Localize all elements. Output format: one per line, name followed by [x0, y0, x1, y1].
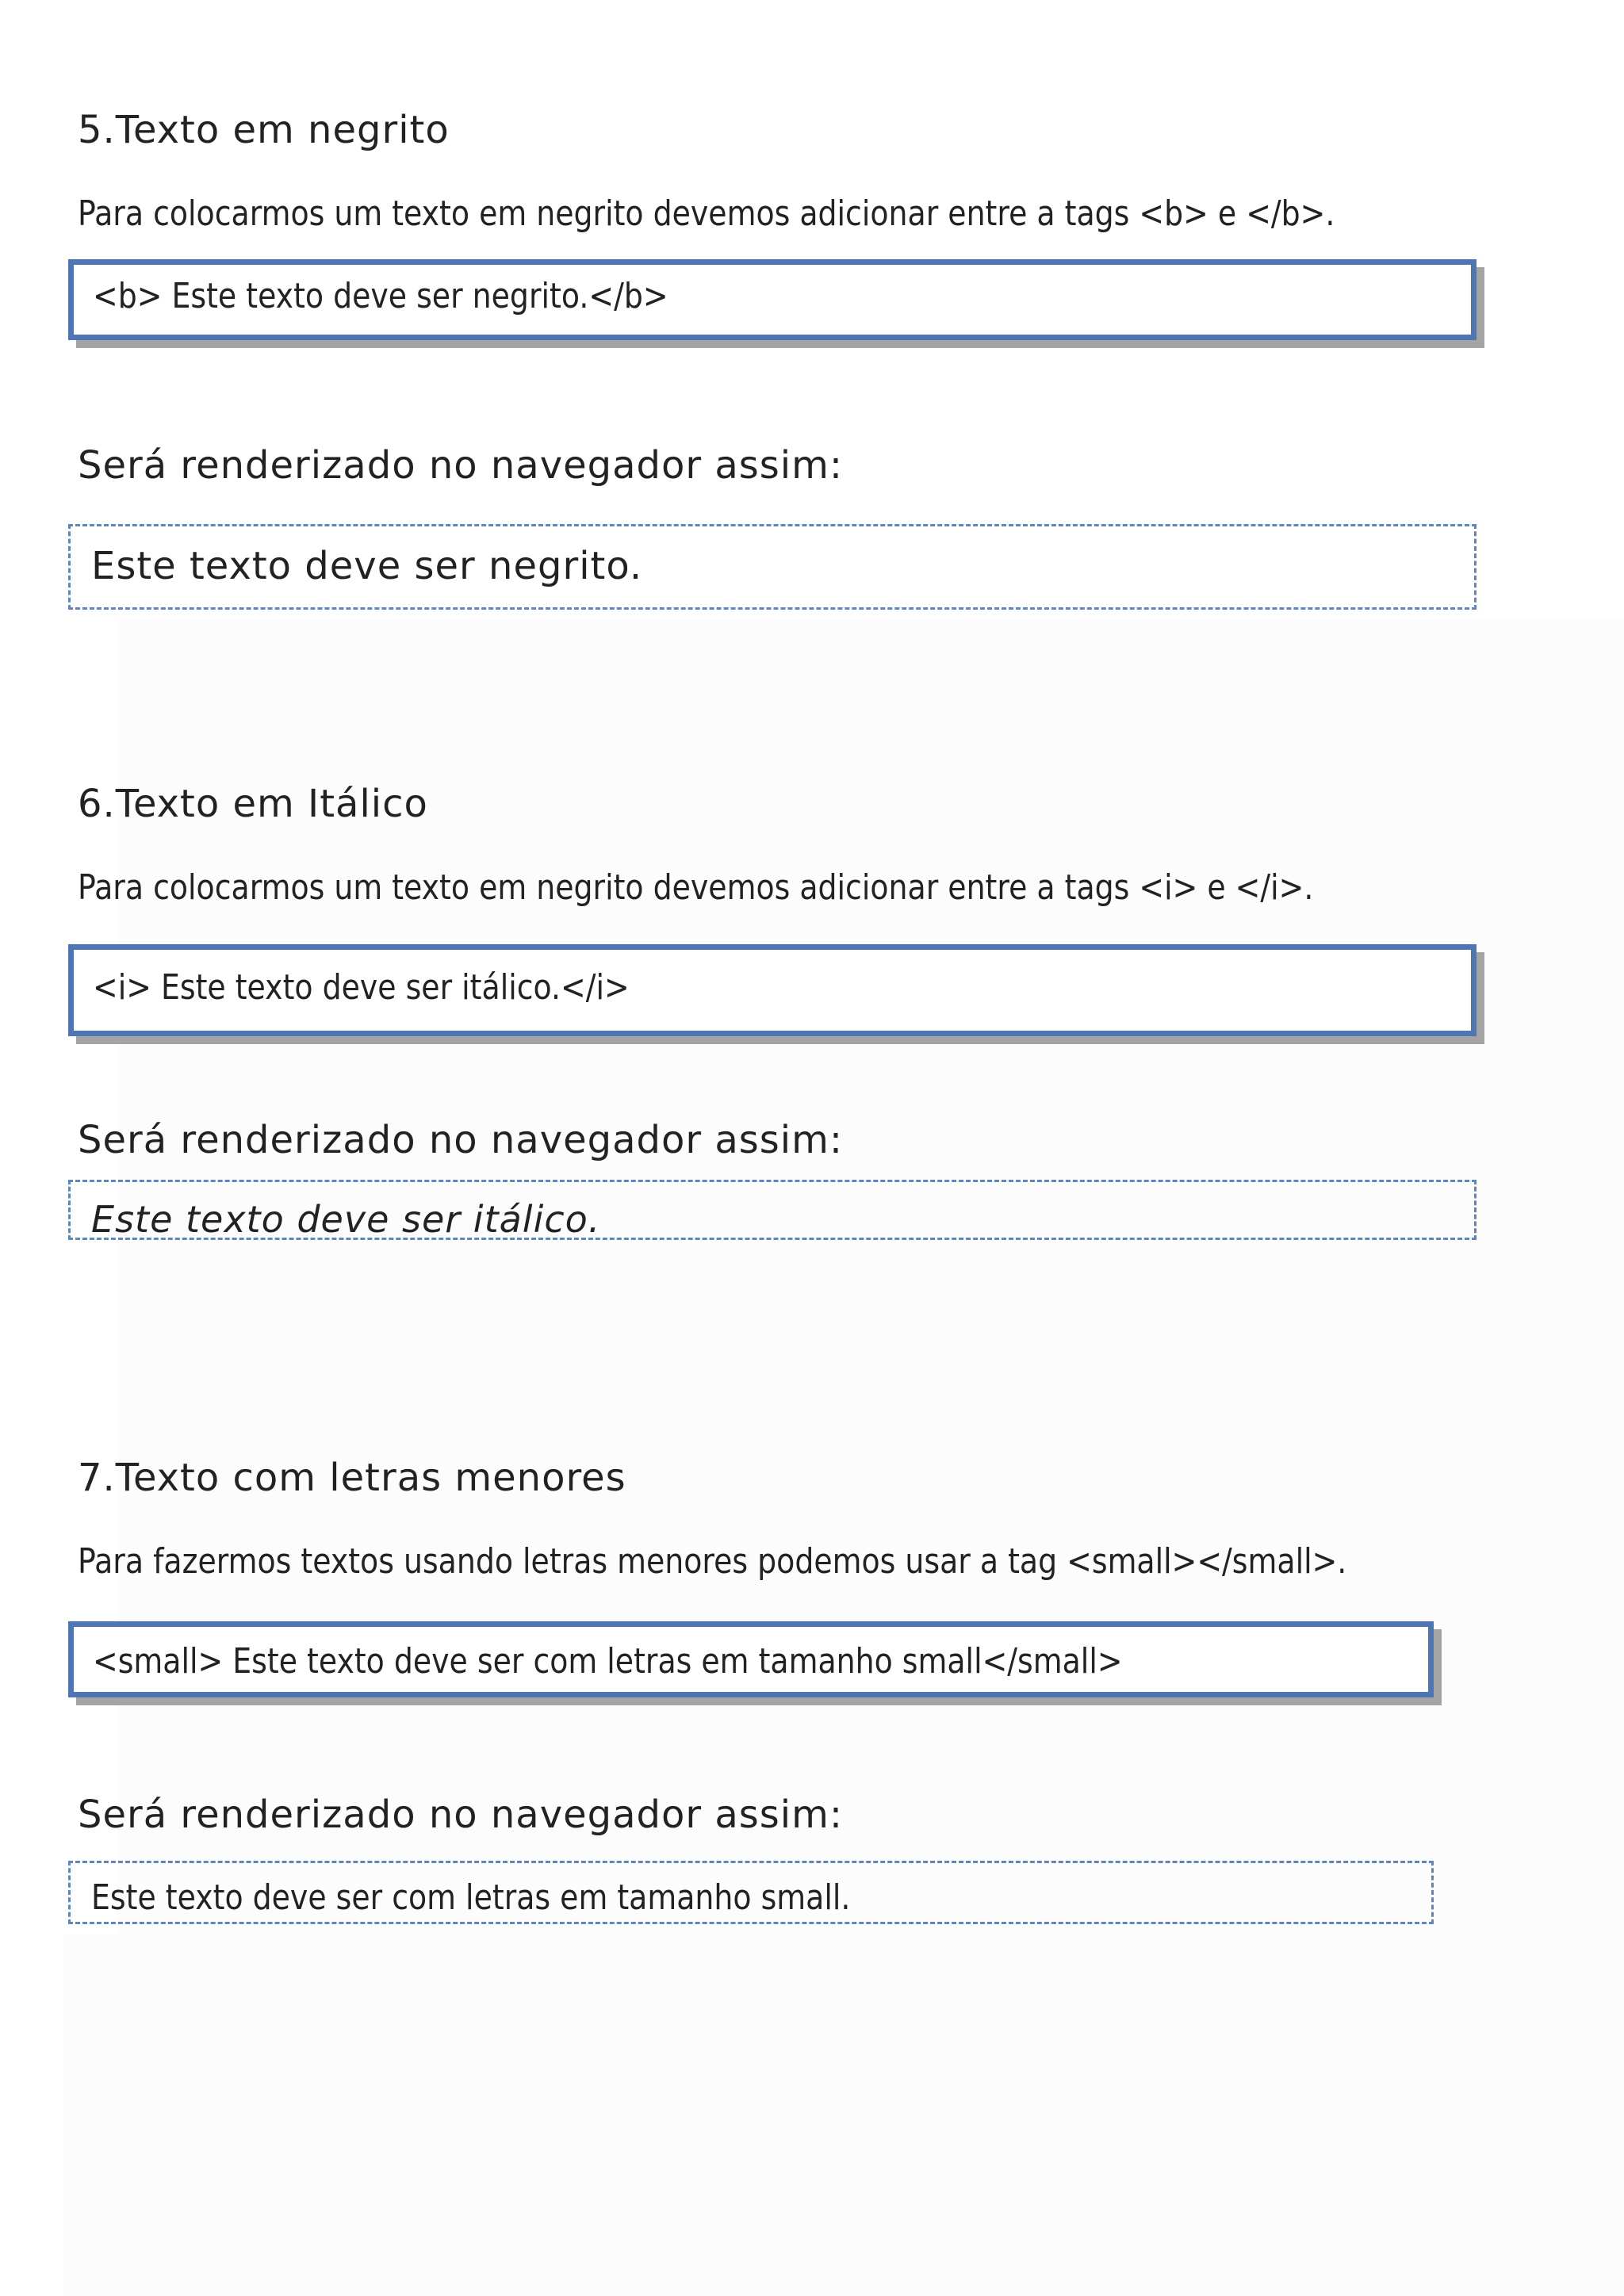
render-label: Será renderizado no navegador assim:	[78, 443, 844, 488]
rendered-output-bold	[68, 524, 1477, 610]
section-description-italic: Para colocarmos um texto em negrito devemos adicionar entre a tags <i> e </i>.	[78, 867, 1314, 908]
code-text: <b> Este texto deve ser negrito.</b>	[93, 276, 668, 316]
render-label: Será renderizado no navegador assim:	[78, 1793, 844, 1837]
section-description-bold: Para colocarmos um texto em negrito devemos adicionar entre a tags <b> e </b>.	[78, 193, 1335, 234]
section-heading-bold: 5.Texto em negrito	[78, 108, 450, 152]
code-example-bold	[68, 259, 1477, 340]
rendered-text: Este texto deve ser negrito.	[91, 544, 643, 588]
rendered-text: Este texto deve ser com letras em tamanho small.	[91, 1877, 851, 1918]
page-shade-lower	[63, 1934, 1624, 2296]
section-heading-italic: 6.Texto em Itálico	[78, 782, 428, 826]
section-description-small: Para fazermos textos usando letras menores podemos usar a tag <small></small>.	[78, 1541, 1347, 1582]
render-label: Será renderizado no navegador assim:	[78, 1118, 844, 1162]
rendered-text: Este texto deve ser itálico.	[91, 1198, 601, 1240]
code-example-italic	[68, 944, 1477, 1036]
rendered-output-italic	[68, 1180, 1477, 1240]
code-text: <small> Este texto deve ser com letras em tamanho small</small>	[93, 1641, 1123, 1682]
rendered-output-small	[68, 1861, 1434, 1924]
section-heading-small: 7.Texto com letras menores	[78, 1456, 626, 1500]
code-example-small	[68, 1621, 1434, 1697]
code-text: <i> Este texto deve ser itálico.</i>	[93, 967, 630, 1008]
